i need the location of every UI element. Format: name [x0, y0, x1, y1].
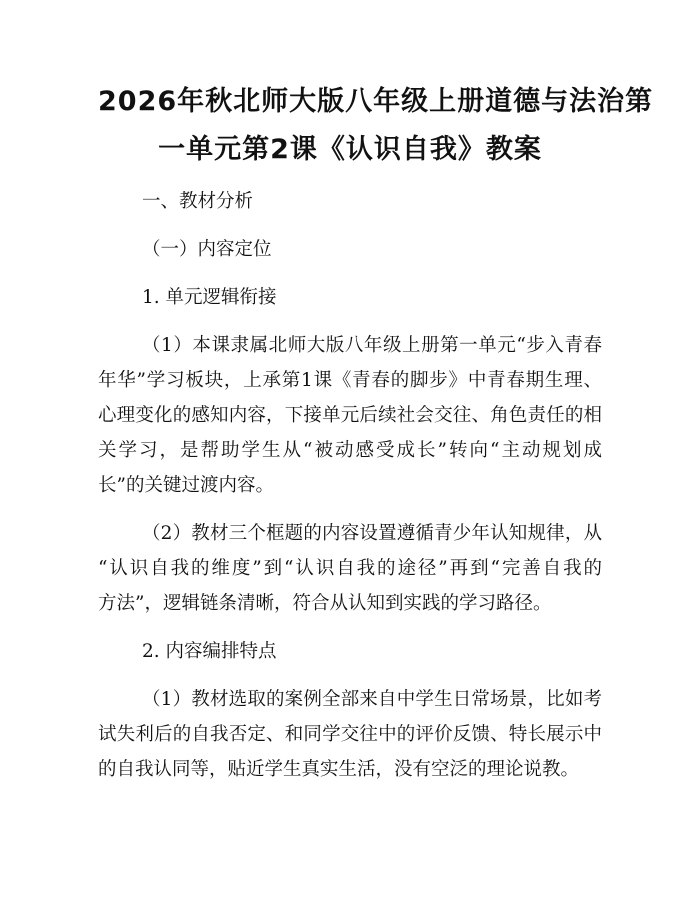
paragraph-1-line: 年华”学习板块，上承第1课《青春的脚步》中青春期生理、	[98, 370, 602, 391]
document-title-line-2: 一单元第2课《认识自我》教案	[158, 134, 542, 165]
paragraph-1-line: 长”的关键过渡内容。	[98, 475, 274, 496]
document-title-line-1: 2026年秋北师大版八年级上册道德与法治第	[98, 86, 654, 117]
item-heading-content-arrangement: 2. 内容编排特点	[142, 641, 277, 662]
paragraph-2-line: “认识自我的维度”到“认识自我的途径”再到“完善自我的	[98, 558, 602, 579]
paragraph-1-line: 关学习，是帮助学生从“被动感受成长”转向“主动规划成	[98, 440, 602, 461]
paragraph-2-line: 方法”，逻辑链条清晰，符合从认知到实践的学习路径。	[98, 593, 552, 614]
paragraph-1-line: （1）本课隶属北师大版八年级上册第一单元“步入青春	[142, 335, 602, 356]
paragraph-2-line: （2）教材三个框题的内容设置遵循青少年认知规律，从	[142, 523, 602, 544]
paragraph-3-line: 试失利后的自我否定、和同学交往中的评价反馈、特长展示中	[98, 724, 602, 745]
paragraph-3-line: （1）教材选取的案例全部来自中学生日常场景，比如考	[142, 689, 602, 710]
subsection-heading-content-positioning: （一）内容定位	[142, 239, 272, 260]
item-heading-unit-logic: 1. 单元逻辑衔接	[142, 287, 277, 308]
paragraph-1-line: 心理变化的感知内容，下接单元后续社会交往、角色责任的相	[98, 405, 602, 426]
paragraph-3-line: 的自我认同等，贴近学生真实生活，没有空泛的理论说教。	[98, 759, 580, 780]
section-heading-teaching-material-analysis: 一、教材分析	[142, 191, 254, 212]
